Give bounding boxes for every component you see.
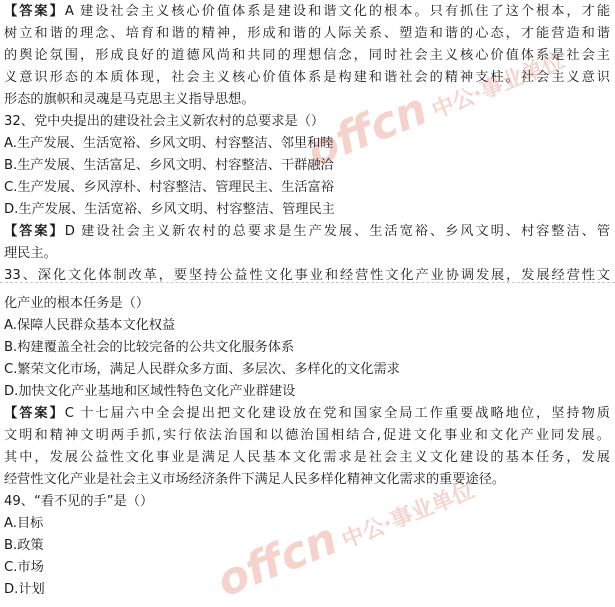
text-line xyxy=(4,470,610,490)
text-line xyxy=(4,134,610,154)
text-line xyxy=(4,580,610,600)
text-line xyxy=(4,426,610,446)
answer-label: 【答案】 xyxy=(4,224,65,239)
watermark-text: 中公·事业单位 xyxy=(428,48,569,124)
text-line xyxy=(4,24,610,44)
text-line xyxy=(4,266,610,286)
line-text: B.生产发展、生活富足、乡风文明、村容整洁、干群融洽 xyxy=(4,158,334,173)
text-line xyxy=(4,178,610,198)
text-line xyxy=(4,222,610,242)
line-text: 理民主。 xyxy=(4,246,57,261)
line-text: 32、党中央提出的建设社会主义新农村的总要求是（） xyxy=(4,114,325,129)
line-text: 其中，发展公益性文化事业是满足人民基本文化需求是社会主义文化建设的基本任务，发展 xyxy=(4,450,610,465)
line-text: 49、“看不见的手”是（） xyxy=(4,494,154,509)
line-text: D.计划 xyxy=(4,582,45,597)
text-line xyxy=(4,338,610,358)
line-text: B.政策 xyxy=(4,538,44,553)
line-text: A.生产发展、生活宽裕、乡风文明、村容整洁、邻里和睦 xyxy=(4,136,334,151)
line-text: 化产业的根本任务是（） xyxy=(4,296,150,311)
line-text: C.繁荣文化市场，满足人民群众多方面、多层次、多样化的文化需求 xyxy=(4,362,400,377)
text-line xyxy=(4,68,610,88)
text-line xyxy=(4,244,610,264)
text-line xyxy=(4,316,610,336)
line-text: 树立和谐的理念、培育和谐的精神，形成和谐的人际关系、塑造和谐的心态，才能营造和谐 xyxy=(4,26,610,41)
text-line xyxy=(4,492,610,512)
text-line xyxy=(4,514,610,534)
text-line xyxy=(4,360,610,380)
text-line xyxy=(4,448,610,468)
line-text: 文明和精神文明两手抓,实行依法治国和以德治国相结合,促进文化事业和文化产业同发展。 xyxy=(4,428,610,443)
line-text: D.生产发展、生活宽裕、乡风文明、村容整洁、管理民主 xyxy=(4,202,335,217)
text-line xyxy=(4,2,610,22)
text-line xyxy=(4,156,610,176)
page-divider xyxy=(0,282,615,283)
watermark-text: 中公·事业单位 xyxy=(338,478,479,554)
line-text: A.目标 xyxy=(4,516,44,531)
line-text: 义意识形态的本质体现，社会主义核心价值体系是构建和谐社会的精神支柱。社会主义意识 xyxy=(4,70,610,85)
text-line xyxy=(4,536,610,556)
line-text: 形态的旗帜和灵魂是马克思主义指导思想。 xyxy=(4,92,255,107)
answer-label: 【答案】 xyxy=(4,406,65,421)
line-text: B.构建覆盖全社会的比较完备的公共文化服务体系 xyxy=(4,340,295,355)
text-line xyxy=(4,112,610,132)
line-text: A.保障人民群众基本文化权益 xyxy=(4,318,176,333)
line-text: 经营性文化产业是社会主义市场经济条件下满足人民多样化精神文化需求的重要途径。 xyxy=(4,472,506,487)
text-line xyxy=(4,404,610,424)
line-text: C.生产发展、乡风淳朴、村容整洁、管理民主、生活富裕 xyxy=(4,180,334,195)
text-line xyxy=(4,382,610,402)
line-text: D.加快文化产业基地和区域性特色文化产业群建设 xyxy=(4,384,296,399)
line-text: C 十七届六中全会提出把文化建设放在党和国家全局工作重要战略地位，坚持物质 xyxy=(64,406,610,421)
line-text: C.市场 xyxy=(4,560,44,575)
line-text: 33、深化文化体制改革，要坚持公益性文化事业和经营性文化产业协调发展，发展经营性文 xyxy=(4,268,610,283)
text-line xyxy=(4,90,610,110)
text-line xyxy=(4,558,610,578)
line-text: D 建设社会主义新农村的总要求是生产发展、生活宽裕、乡风文明、村容整洁、管 xyxy=(64,224,610,239)
text-line xyxy=(4,200,610,220)
watermark-logo: offcn xyxy=(210,513,345,607)
text-line xyxy=(4,294,610,314)
line-text: A 建设社会主义核心价值体系是建设和谐文化的根本。只有抓住了这个根本，才能 xyxy=(64,4,610,19)
answer-label: 【答案】 xyxy=(4,4,65,19)
text-line xyxy=(4,46,610,66)
watermark-logo: offcn xyxy=(300,83,435,178)
line-text: 的舆论氛围，形成良好的道德风尚和共同的理想信念，同时社会主义核心价值体系是社会主 xyxy=(4,48,610,63)
